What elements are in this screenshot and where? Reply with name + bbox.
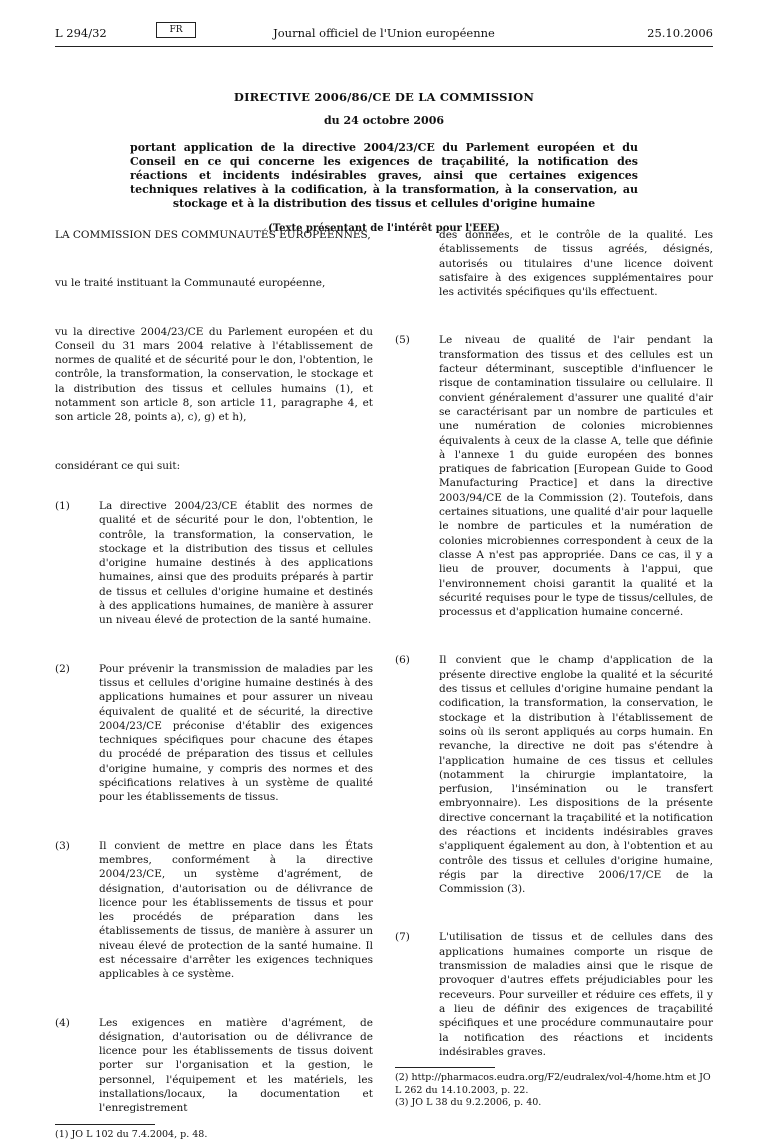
recital-6 [395, 653, 713, 896]
language-badge: FR [156, 22, 196, 38]
recital-number: (4) [55, 1016, 70, 1029]
recital-3 [55, 839, 373, 982]
recital-text: des données, et le contrôle de la qualité. Les établissements de tissus agréés, désignés, autorisés ou titulaires d'une licence doivent satisfaire à des exigences supplémentaires pour les activités spécifiques qu'ils effectuent. [439, 229, 713, 299]
left-column [55, 228, 373, 1141]
recital-number: (7) [395, 931, 410, 944]
recital-5 [395, 333, 713, 619]
recital-text: Pour prévenir la transmission de maladies par les tissus et cellules d'origine humaine destinés à des applications humaines et pour assurer un niveau équivalent de qualité et de sécurité, la directive 2004/23/CE préconise d'établir des exigences techniques spécifiques pour chacune des étapes du procédé de préparation des tissus et cellules d'origine humaine, y compris des normes et des spécifications relatives à un système de qualité pour les établissements de tissus. [99, 662, 373, 804]
footnote-divider [395, 1067, 495, 1068]
directive-subject: portant application de la directive 2004/23/CE du Parlement européen et du Conseil en ce qui concerne les exigences de traçabilité, la notification des réactions et incidents indésirables graves, ainsi que certaines exigences techniques relatives à la codification, à la transformation, à la conservation, au stockage et à la distribution des tissus et cellules d'origine humaine [130, 141, 638, 210]
treaty-line: vu le traité instituant la Communauté européenne, [55, 277, 326, 290]
footnote-3: (3) JO L 38 du 9.2.2006, p. 40. [395, 1097, 542, 1109]
recital-text: La directive 2004/23/CE établit des normes de qualité et de sécurité pour le don, l'obtention, le contrôle, la transformation, la conservation, le stockage et la distribution des tissus et cellules d'origine humaine destinés à des applications humaines, ainsi que des produits préparés à partir de tissus et cellules d'origine humaine et destinés à des applications humaines, de manière à assurer un niveau élevé de protection de la santé humaine. [99, 499, 373, 627]
right-column [395, 228, 713, 1110]
recital-number: (2) [55, 662, 70, 675]
directive-reference: vu la directive 2004/23/CE du Parlement européen et du Conseil du 31 mars 2004 relative à l'établissement de normes de qualité et de sécurité pour le don, l'obtention, le contrôle, la transformation, la conservation, le stockage et la distribution des tissus et cellules humains (1), et notamment son article 8, son article 11, paragraphe 4, et son article 28, points a), c), g) et h), [55, 325, 373, 424]
recital-text: Il convient de mettre en place dans les États membres, conformément à la directive 2004/23/CE, un système d'agrément, de désignation, d'autorisation ou de délivrance de licence pour les établissements de tissus et pour les procédés de préparation dans les établissements de tissus, de manière à assurer un niveau élevé de protection de la santé humaine. Il est nécessaire d'arrêter les exigences techniques applicables à ce système. [99, 839, 373, 981]
header-divider [55, 46, 713, 47]
recital-text: L'utilisation de tissus et de cellules dans des applications humaines comporte un risque de transmission de maladies ainsi que le risque de provoquer d'autres effets préjudiciables pour les receveurs. Pour surveiller et réduire ces effets, il y a lieu de définir des exigences de traçabilité spécifiques et une procédure communautaire pour la notification des réactions et incidents indésirables graves. [439, 931, 713, 1058]
eee-note: (Texte présentant de l'intérêt pour l'EEE) [268, 223, 500, 234]
journal-title: Journal officiel de l'Union européenne [273, 26, 495, 40]
considerant-line: considérant ce qui suit: [55, 459, 181, 472]
footnote-divider [55, 1124, 155, 1125]
recital-4 [55, 1016, 373, 1116]
recital-number: (6) [395, 654, 410, 667]
footnote-2: (2) http://pharmacos.eudra.org/F2/eudralex/vol-4/home.htm et JO L 262 du 14.10.2003, p. 22. [395, 1072, 711, 1096]
page-header [55, 22, 713, 44]
publication-date: 25.10.2006 [647, 26, 713, 40]
page-reference: L 294/32 [55, 26, 107, 40]
recital-text: Les exigences en matière d'agrément, de désignation, d'autorisation ou de délivrance de licence pour les établissements de tissus doivent porter sur l'organisation et la gestion, le personnel, l'équipement et les matériels, les installations/locaux, la documentation et l'enregistrement [99, 1016, 373, 1115]
recital-number: (3) [55, 839, 70, 852]
footnote-1: (1) JO L 102 du 7.4.2004, p. 48. [55, 1128, 208, 1140]
recital-number: (5) [395, 334, 410, 347]
recital-2 [55, 662, 373, 805]
recital-text: Il convient que le champ d'application de la présente directive englobe la qualité et la sécurité des tissus et cellules d'origine humaine pendant la codification, la transformation, la conservation, le stockage et la distribution à l'établissement de soins où ils seront appliqués au corps humain. En revanche, la directive ne doit pas s'étendre à l'application humaine de ces tissus et cellules (notamment la chirurgie implantatoire, la perfusion, l'insémination ou le transfert embryonnaire). Les dispositions de la présente directive concernant la traçabilité et la notification des réactions et incidents indésirables graves s'appliquent également au don, à l'obtention et au contrôle des tissus et cellules d'origine humaine, régis par la directive 2006/17/CE de la Commission (3). [439, 654, 713, 896]
recital-7 [395, 930, 713, 1059]
directive-date: du 24 octobre 2006 [323, 114, 445, 127]
title-block [130, 90, 638, 234]
commission-line: LA COMMISSION DES COMMUNAUTÉS EUROPÉENNES, [55, 229, 371, 241]
directive-title: DIRECTIVE 2006/86/CE DE LA COMMISSION [233, 90, 535, 104]
recital-1 [55, 499, 373, 628]
recital-text: Le niveau de qualité de l'air pendant la transformation des tissus et des cellules est un facteur déterminant, susceptible d'influencer le risque de contamination tissulaire ou cellulaire. Il convient généralement d'assurer une qualité d'air se caractérisant par un nombre de particules et une numération de colonies microbiennes équivalents à ceux de la classe A, telle que définie à l'annexe 1 du guide européen des bonnes pratiques de fabrication [European Guide to Good Manufacturing Practice] et dans la directive 2003/94/CE de la Commission (2). Toutefois, dans certaines situations, une qualité d'air pour laquelle le nombre de particules et la numération de colonies microbiennes correspondent à ceux de la classe A n'est pas appropriée. Dans ce cas, il y a lieu de prouver, documents à l'appui, que l'environnement choisi garantit la qualité et la sécurité requises pour le type de tissus/cellules, de processus et d'application humaine concerné. [439, 334, 713, 619]
recital-4-continued [395, 228, 713, 299]
recital-number: (1) [55, 499, 70, 512]
